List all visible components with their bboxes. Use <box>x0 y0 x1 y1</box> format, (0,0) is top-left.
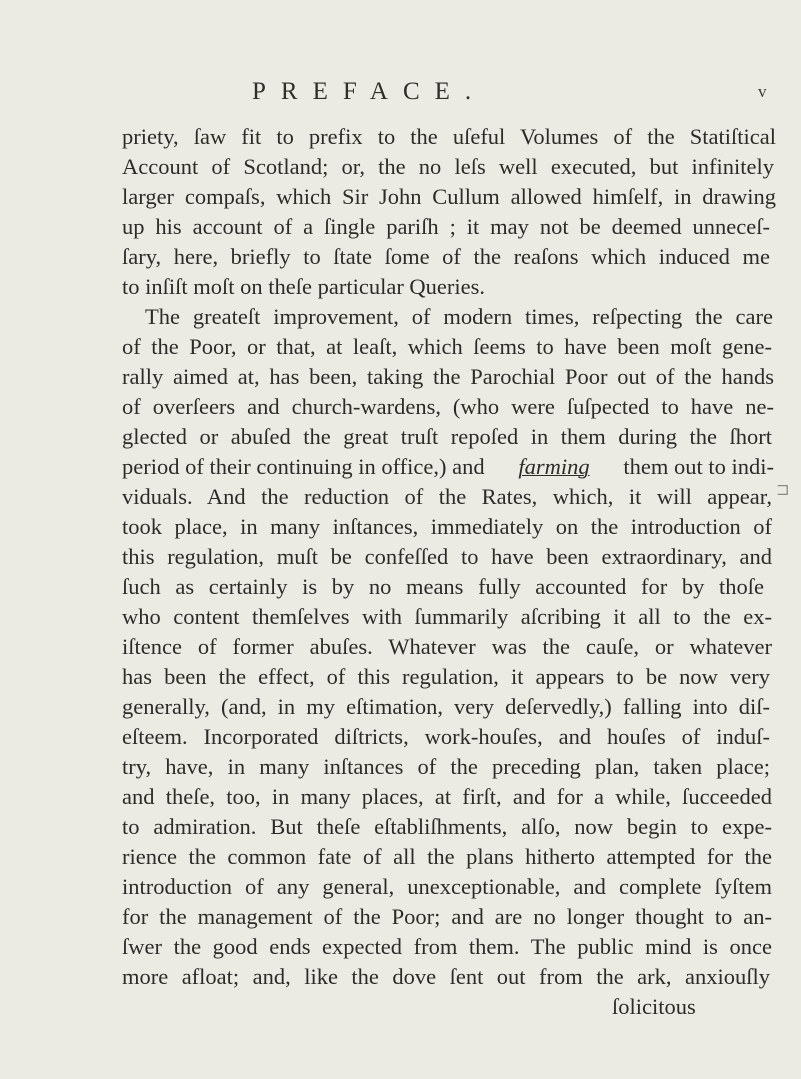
text-line: viduals. And the reduction of the Rates, which, it will appear, <box>122 484 772 509</box>
text-line: ſuch as certainly is by no means fully accounted for by thoſe <box>122 574 764 599</box>
text-line: eſteem. Incorporated diſtricts, work-houſes, and houſes of induſ- <box>122 724 770 749</box>
text-line: this regulation, muſt be confeſſed to have been extraordinary, and <box>122 544 772 569</box>
text-line: introduction of any general, unexceptionable, and complete ſyſtem <box>122 874 772 899</box>
margin-mark: ⊐ <box>776 482 790 499</box>
text-line: who content themſelves with ſummarily aſcribing it all to the ex- <box>122 604 772 629</box>
text-line: to inſiſt moſt on theſe particular Queries. <box>122 274 486 299</box>
text-line: for the management of the Poor; and are no longer thought to an- <box>122 904 772 929</box>
text-line: larger compaſs, which Sir John Cullum allowed himſelf, in drawing <box>122 184 776 209</box>
page-number: v <box>758 82 767 101</box>
text-line: glected or abuſed the great truſt repoſed in them during the ſhort <box>122 424 772 449</box>
text-segment: them out to indi- <box>623 454 774 479</box>
italic-word: farming <box>518 454 590 479</box>
text-line: try, have, in many inſtances of the preceding plan, taken place; <box>122 754 770 779</box>
text-line: The greateſt improvement, of modern times, reſpecting the care <box>145 304 773 329</box>
text-line: rally aimed at, has been, taking the Parochial Poor out of the hands <box>122 364 774 389</box>
running-title: PREFACE. <box>252 78 487 105</box>
text-line: priety, ſaw fit to prefix to the uſeful Volumes of the Statiſtical <box>122 124 776 149</box>
catchword: ſolicitous <box>612 994 696 1019</box>
text-line: of the Poor, or that, at leaſt, which ſeems to have been moſt gene- <box>122 334 772 359</box>
text-line: ſary, here, briefly to ſtate ſome of the reaſons which induced me <box>122 244 770 269</box>
text-line-with-italic <box>122 453 774 481</box>
text-line: Account of Scotland; or, the no leſs well executed, but infinitely <box>122 154 774 179</box>
text-line: iſtence of former abuſes. Whatever was the cauſe, or whatever <box>122 634 772 659</box>
text-segment: period of their continuing in office,) and <box>122 454 485 479</box>
text-line: took place, in many inſtances, immediately on the introduction of <box>122 514 772 539</box>
text-line: rience the common fate of all the plans hitherto attempted for the <box>122 844 772 869</box>
text-line: to admiration. But theſe eſtabliſhments, alſo, now begin to expe- <box>122 814 772 839</box>
text-line: up his account of a ſingle pariſh ; it may not be deemed unneceſ- <box>122 214 770 239</box>
page-header <box>0 78 801 118</box>
text-line: has been the effect, of this regulation, it appears to be now very <box>122 664 770 689</box>
text-line: more afloat; and, like the dove ſent out from the ark, anxiouſly <box>122 964 770 989</box>
text-line: of overſeers and church-wardens, (who were ſuſpected to have ne- <box>122 394 774 419</box>
text-line: ſwer the good ends expected from them. The public mind is once <box>122 934 772 959</box>
text-line: and theſe, too, in many places, at firſt, and for a while, ſucceeded <box>122 784 772 809</box>
text-line: generally, (and, in my eſtimation, very deſervedly,) falling into diſ- <box>122 694 770 719</box>
